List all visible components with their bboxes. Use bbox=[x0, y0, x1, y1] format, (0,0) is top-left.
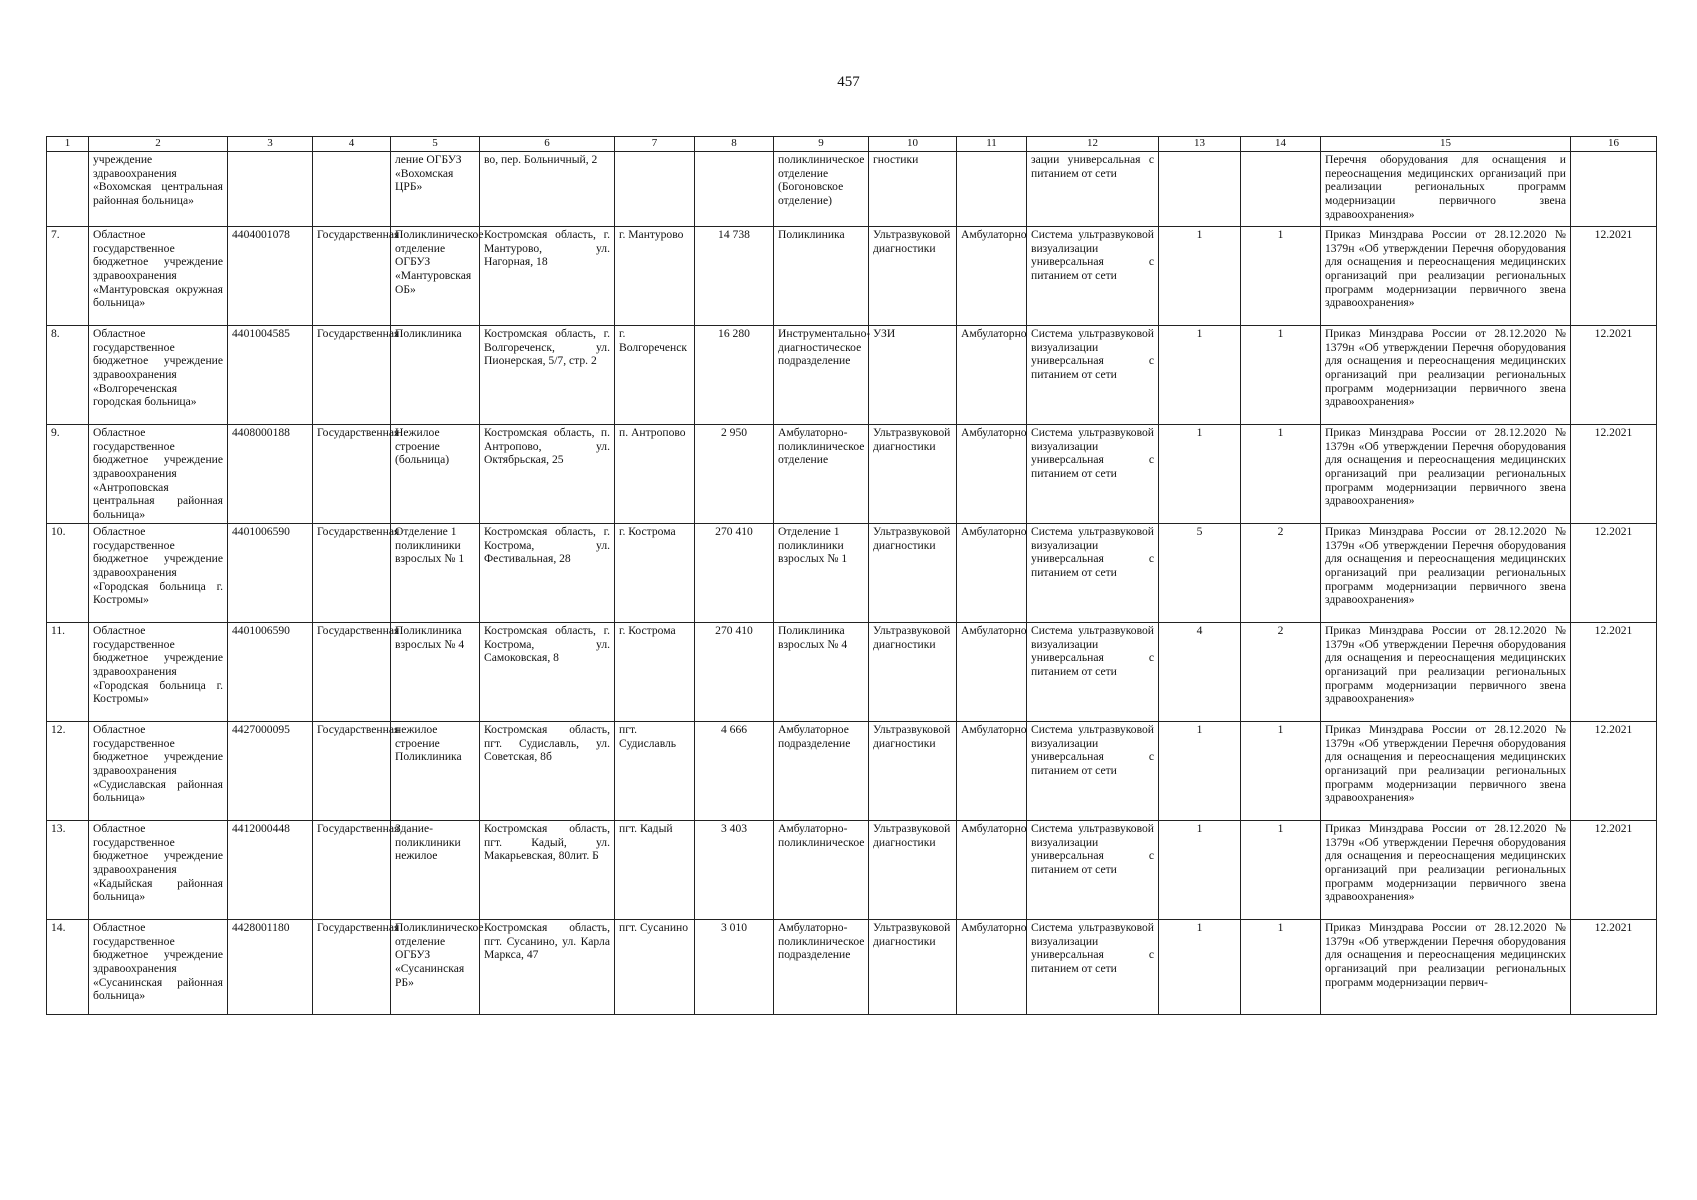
locality-cell: пгт. Судиславль bbox=[615, 722, 695, 821]
legal-basis-cell: Перечня оборудования для оснащения и переоснащения медицинских организаций при реализации региональных программ модернизации первичного звена здравоохранения» bbox=[1321, 152, 1571, 227]
equipment-cell: Система ультразвуковой визуализации универсальная с питанием от сети bbox=[1027, 920, 1159, 1015]
building-cell: Нежилое строение (больница) bbox=[391, 425, 480, 524]
unit-cell: Амбулаторно-поликлиническое подразделение bbox=[774, 920, 869, 1015]
date-cell: 12.2021 bbox=[1571, 425, 1657, 524]
care-form-cell bbox=[957, 152, 1027, 227]
profile-cell: Ультразвуковой диагностики bbox=[869, 227, 957, 326]
building-cell: ление ОГБУЗ «Вохомская ЦРБ» bbox=[391, 152, 480, 227]
population-cell: 3 010 bbox=[695, 920, 774, 1015]
column-number-header: 3 bbox=[228, 137, 313, 152]
table-row bbox=[47, 425, 1657, 524]
locality-cell: г. Кострома bbox=[615, 623, 695, 722]
unit-cell: Отделение 1 поликлиники взрослых № 1 bbox=[774, 524, 869, 623]
locality-cell: пгт. Сусанино bbox=[615, 920, 695, 1015]
ownership-cell: Государственная bbox=[313, 227, 391, 326]
date-cell: 12.2021 bbox=[1571, 821, 1657, 920]
ownership-cell: Государственная bbox=[313, 326, 391, 425]
table-body bbox=[47, 152, 1657, 1015]
unit-cell: Инструментально-диагностическое подразделение bbox=[774, 326, 869, 425]
quantity-cell: 1 bbox=[1159, 227, 1241, 326]
column-number-header: 15 bbox=[1321, 137, 1571, 152]
table-row bbox=[47, 722, 1657, 821]
column-number-header: 10 bbox=[869, 137, 957, 152]
profile-cell: Ультразвуковой диагностики bbox=[869, 524, 957, 623]
organization-cell: Областное государственное бюджетное учреждение здравоохранения «Судиславская районная больница» bbox=[89, 722, 228, 821]
quantity-cell: 4 bbox=[1159, 623, 1241, 722]
legal-basis-cell: Приказ Минздрава России от 28.12.2020 № 1379н «Об утверждении Перечня оборудования для оснащения и переоснащения медицинских организаций при реализации региональных программ модернизации первич- bbox=[1321, 920, 1571, 1015]
inn-cell: 4428001180 bbox=[228, 920, 313, 1015]
quantity-installed-cell: 1 bbox=[1241, 722, 1321, 821]
address-cell: Костромская область, г. Кострома, ул. Фестивальная, 28 bbox=[480, 524, 615, 623]
profile-cell: УЗИ bbox=[869, 326, 957, 425]
population-cell: 2 950 bbox=[695, 425, 774, 524]
column-number-header: 2 bbox=[89, 137, 228, 152]
building-cell: Отделение 1 поликлиники взрослых № 1 bbox=[391, 524, 480, 623]
inn-cell: 4401006590 bbox=[228, 524, 313, 623]
table-row bbox=[47, 326, 1657, 425]
address-cell: Костромская область, г. Кострома, ул. Самоковская, 8 bbox=[480, 623, 615, 722]
equipment-cell: Система ультразвуковой визуализации универсальная с питанием от сети bbox=[1027, 623, 1159, 722]
unit-cell: Амбулаторно-поликлиническое bbox=[774, 821, 869, 920]
organization-cell: Областное государственное бюджетное учреждение здравоохранения «Мантуровская окружная больница» bbox=[89, 227, 228, 326]
quantity-cell: 1 bbox=[1159, 425, 1241, 524]
locality-cell: г. Кострома bbox=[615, 524, 695, 623]
ownership-cell: Государственная bbox=[313, 524, 391, 623]
population-cell: 270 410 bbox=[695, 623, 774, 722]
unit-cell: Поликлиника взрослых № 4 bbox=[774, 623, 869, 722]
legal-basis-cell: Приказ Минздрава России от 28.12.2020 № 1379н «Об утверждении Перечня оборудования для оснащения и переоснащения медицинских организаций при реализации региональных программ модернизации первичного звена здравоохранения» bbox=[1321, 821, 1571, 920]
column-number-header: 9 bbox=[774, 137, 869, 152]
quantity-installed-cell: 1 bbox=[1241, 326, 1321, 425]
inn-cell bbox=[228, 152, 313, 227]
legal-basis-cell: Приказ Минздрава России от 28.12.2020 № 1379н «Об утверждении Перечня оборудования для оснащения и переоснащения медицинских организаций при реализации региональных программ модернизации первичного звена здравоохранения» bbox=[1321, 623, 1571, 722]
column-number-header: 13 bbox=[1159, 137, 1241, 152]
care-form-cell: Амбулаторно bbox=[957, 227, 1027, 326]
unit-cell: поликлиническое отделение (Богоновское отделение) bbox=[774, 152, 869, 227]
row-number-cell: 13. bbox=[47, 821, 89, 920]
date-cell: 12.2021 bbox=[1571, 227, 1657, 326]
ownership-cell bbox=[313, 152, 391, 227]
table-row bbox=[47, 920, 1657, 1015]
table-row bbox=[47, 821, 1657, 920]
ownership-cell: Государственная bbox=[313, 920, 391, 1015]
table-row bbox=[47, 623, 1657, 722]
legal-basis-cell: Приказ Минздрава России от 28.12.2020 № 1379н «Об утверждении Перечня оборудования для оснащения и переоснащения медицинских организаций при реализации региональных программ модернизации первичного звена здравоохранения» bbox=[1321, 524, 1571, 623]
population-cell: 16 280 bbox=[695, 326, 774, 425]
address-cell: во, пер. Больничный, 2 bbox=[480, 152, 615, 227]
quantity-installed-cell: 2 bbox=[1241, 524, 1321, 623]
table-row bbox=[47, 152, 1657, 227]
row-number-cell: 9. bbox=[47, 425, 89, 524]
equipment-cell: Система ультразвуковой визуализации универсальная с питанием от сети bbox=[1027, 425, 1159, 524]
row-number-cell: 7. bbox=[47, 227, 89, 326]
date-cell: 12.2021 bbox=[1571, 920, 1657, 1015]
date-cell bbox=[1571, 152, 1657, 227]
row-number-cell: 11. bbox=[47, 623, 89, 722]
building-cell: Поликлиника bbox=[391, 326, 480, 425]
care-form-cell: Амбулаторно bbox=[957, 920, 1027, 1015]
quantity-installed-cell: 2 bbox=[1241, 623, 1321, 722]
inn-cell: 4408000188 bbox=[228, 425, 313, 524]
building-cell: Поликлиника взрослых № 4 bbox=[391, 623, 480, 722]
row-number-cell: 12. bbox=[47, 722, 89, 821]
column-number-header: 6 bbox=[480, 137, 615, 152]
inn-cell: 4412000448 bbox=[228, 821, 313, 920]
address-cell: Костромская область, г. Волгореченск, ул. Пионерская, 5/7, стр. 2 bbox=[480, 326, 615, 425]
quantity-installed-cell: 1 bbox=[1241, 821, 1321, 920]
unit-cell: Амбулаторное подразделение bbox=[774, 722, 869, 821]
column-number-header: 5 bbox=[391, 137, 480, 152]
legal-basis-cell: Приказ Минздрава России от 28.12.2020 № 1379н «Об утверждении Перечня оборудования для оснащения и переоснащения медицинских организаций при реализации региональных программ модернизации первичного звена здравоохранения» bbox=[1321, 425, 1571, 524]
locality-cell: г. Мантурово bbox=[615, 227, 695, 326]
ownership-cell: Государственная bbox=[313, 623, 391, 722]
quantity-installed-cell: 1 bbox=[1241, 227, 1321, 326]
equipment-register-table bbox=[46, 136, 1657, 1015]
inn-cell: 4401004585 bbox=[228, 326, 313, 425]
profile-cell: Ультразвуковой диагностики bbox=[869, 425, 957, 524]
equipment-cell: Система ультразвуковой визуализации универсальная с питанием от сети bbox=[1027, 722, 1159, 821]
organization-cell: Областное государственное бюджетное учреждение здравоохранения «Сусанинская районная больница» bbox=[89, 920, 228, 1015]
address-cell: Костромская область, пгт. Судиславль, ул. Советская, 8б bbox=[480, 722, 615, 821]
locality-cell bbox=[615, 152, 695, 227]
building-cell: Поликлиническое отделение ОГБУЗ «Сусанинская РБ» bbox=[391, 920, 480, 1015]
organization-cell: Областное государственное бюджетное учреждение здравоохранения «Кадыйская районная больница» bbox=[89, 821, 228, 920]
column-number-header: 11 bbox=[957, 137, 1027, 152]
page-number: 457 bbox=[837, 74, 860, 90]
equipment-cell: Система ультразвуковой визуализации универсальная с питанием от сети bbox=[1027, 524, 1159, 623]
quantity-installed-cell: 1 bbox=[1241, 425, 1321, 524]
locality-cell: г. Волгореченск bbox=[615, 326, 695, 425]
equipment-cell: Система ультразвуковой визуализации универсальная с питанием от сети bbox=[1027, 326, 1159, 425]
column-number-header: 7 bbox=[615, 137, 695, 152]
quantity-cell bbox=[1159, 152, 1241, 227]
legal-basis-cell: Приказ Минздрава России от 28.12.2020 № 1379н «Об утверждении Перечня оборудования для оснащения и переоснащения медицинских организаций при реализации региональных программ модернизации первичного звена здравоохранения» bbox=[1321, 227, 1571, 326]
row-number-cell: 8. bbox=[47, 326, 89, 425]
building-cell: Здание-поликлиники нежилое bbox=[391, 821, 480, 920]
ownership-cell: Государственная bbox=[313, 425, 391, 524]
date-cell: 12.2021 bbox=[1571, 524, 1657, 623]
population-cell: 14 738 bbox=[695, 227, 774, 326]
care-form-cell: Амбулаторно bbox=[957, 326, 1027, 425]
population-cell bbox=[695, 152, 774, 227]
profile-cell: Ультразвуковой диагностики bbox=[869, 722, 957, 821]
equipment-cell: зации универсальная с питанием от сети bbox=[1027, 152, 1159, 227]
ownership-cell: Государственная bbox=[313, 821, 391, 920]
care-form-cell: Амбулаторно bbox=[957, 623, 1027, 722]
table-row bbox=[47, 524, 1657, 623]
population-cell: 3 403 bbox=[695, 821, 774, 920]
legal-basis-cell: Приказ Минздрава России от 28.12.2020 № 1379н «Об утверждении Перечня оборудования для оснащения и переоснащения медицинских организаций при реализации региональных программ модернизации первичного звена здравоохранения» bbox=[1321, 722, 1571, 821]
quantity-cell: 5 bbox=[1159, 524, 1241, 623]
inn-cell: 4404001078 bbox=[228, 227, 313, 326]
quantity-cell: 1 bbox=[1159, 326, 1241, 425]
quantity-cell: 1 bbox=[1159, 920, 1241, 1015]
row-number-cell: 14. bbox=[47, 920, 89, 1015]
date-cell: 12.2021 bbox=[1571, 722, 1657, 821]
profile-cell: Ультразвуковой диагностики bbox=[869, 920, 957, 1015]
row-number-cell: 10. bbox=[47, 524, 89, 623]
unit-cell: Поликлиника bbox=[774, 227, 869, 326]
quantity-cell: 1 bbox=[1159, 722, 1241, 821]
locality-cell: пгт. Кадый bbox=[615, 821, 695, 920]
organization-cell: Областное государственное бюджетное учреждение здравоохранения «Городская больница г. Костромы» bbox=[89, 623, 228, 722]
care-form-cell: Амбулаторно bbox=[957, 524, 1027, 623]
unit-cell: Амбулаторно-поликлиническое отделение bbox=[774, 425, 869, 524]
care-form-cell: Амбулаторно bbox=[957, 821, 1027, 920]
organization-cell: Областное государственное бюджетное учреждение здравоохранения «Антроповская центральная районная больница» bbox=[89, 425, 228, 524]
date-cell: 12.2021 bbox=[1571, 623, 1657, 722]
organization-cell: Областное государственное бюджетное учреждение здравоохранения «Городская больница г. Костромы» bbox=[89, 524, 228, 623]
address-cell: Костромская область, пгт. Сусанино, ул. Карла Маркса, 47 bbox=[480, 920, 615, 1015]
profile-cell: Ультразвуковой диагностики bbox=[869, 821, 957, 920]
care-form-cell: Амбулаторно bbox=[957, 425, 1027, 524]
address-cell: Костромская область, пгт. Кадый, ул. Макарьевская, 80лит. Б bbox=[480, 821, 615, 920]
ownership-cell: Государственная bbox=[313, 722, 391, 821]
column-number-header: 16 bbox=[1571, 137, 1657, 152]
profile-cell: гностики bbox=[869, 152, 957, 227]
column-number-header: 14 bbox=[1241, 137, 1321, 152]
legal-basis-cell: Приказ Минздрава России от 28.12.2020 № 1379н «Об утверждении Перечня оборудования для оснащения и переоснащения медицинских организаций при реализации региональных программ модернизации первичного звена здравоохранения» bbox=[1321, 326, 1571, 425]
building-cell: Поликлиническое отделение ОГБУЗ «Мантуровская ОБ» bbox=[391, 227, 480, 326]
building-cell: нежилое строение Поликлиника bbox=[391, 722, 480, 821]
column-number-row bbox=[47, 137, 1657, 152]
column-number-header: 12 bbox=[1027, 137, 1159, 152]
inn-cell: 4401006590 bbox=[228, 623, 313, 722]
organization-cell: Областное государственное бюджетное учреждение здравоохранения «Волгореченская городская больница» bbox=[89, 326, 228, 425]
quantity-installed-cell bbox=[1241, 152, 1321, 227]
population-cell: 4 666 bbox=[695, 722, 774, 821]
quantity-installed-cell: 1 bbox=[1241, 920, 1321, 1015]
equipment-cell: Система ультразвуковой визуализации универсальная с питанием от сети bbox=[1027, 821, 1159, 920]
row-number-cell bbox=[47, 152, 89, 227]
locality-cell: п. Антропово bbox=[615, 425, 695, 524]
inn-cell: 4427000095 bbox=[228, 722, 313, 821]
care-form-cell: Амбулаторно bbox=[957, 722, 1027, 821]
date-cell: 12.2021 bbox=[1571, 326, 1657, 425]
equipment-cell: Система ультразвуковой визуализации универсальная с питанием от сети bbox=[1027, 227, 1159, 326]
address-cell: Костромская область, п. Антропово, ул. Октябрьская, 25 bbox=[480, 425, 615, 524]
quantity-cell: 1 bbox=[1159, 821, 1241, 920]
address-cell: Костромская область, г. Мантурово, ул. Нагорная, 18 bbox=[480, 227, 615, 326]
column-number-header: 4 bbox=[313, 137, 391, 152]
organization-cell: учреждение здравоохранения «Вохомская центральная районная больница» bbox=[89, 152, 228, 227]
population-cell: 270 410 bbox=[695, 524, 774, 623]
profile-cell: Ультразвуковой диагностики bbox=[869, 623, 957, 722]
table-row bbox=[47, 227, 1657, 326]
column-number-header: 1 bbox=[47, 137, 89, 152]
column-number-header: 8 bbox=[695, 137, 774, 152]
